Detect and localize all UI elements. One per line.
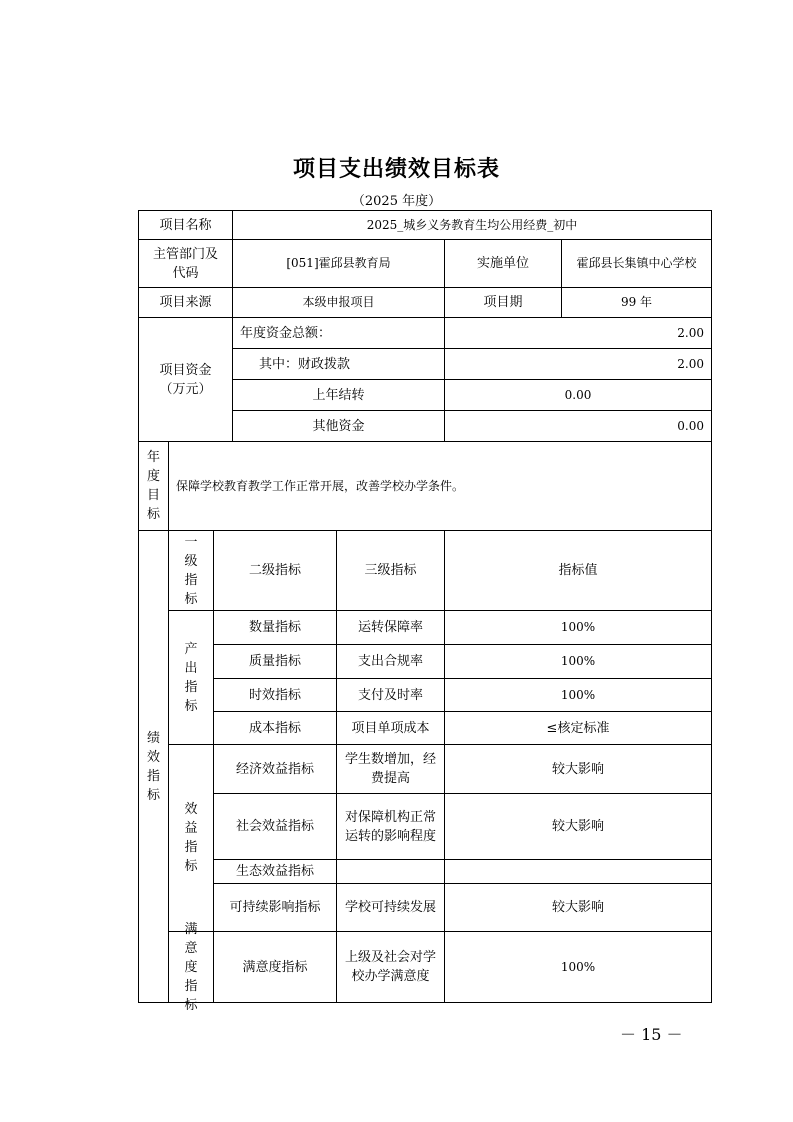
indicator-level2: 时效指标 bbox=[213, 678, 337, 712]
col-level2-header: 二级指标 bbox=[213, 530, 337, 611]
other-funds-label: 其他资金 bbox=[232, 410, 445, 442]
project-name-label: 项目名称 bbox=[138, 210, 233, 240]
page-subtitle: （2025 年度） bbox=[351, 194, 442, 209]
indicator-level2: 满意度指标 bbox=[213, 931, 337, 1003]
indicators-label: 绩效指标 bbox=[138, 530, 169, 1003]
indicator-level3: 支出合规率 bbox=[336, 644, 445, 679]
indicator-level3: 对保障机构正常运转的影响程度 bbox=[336, 793, 445, 860]
other-funds-value: 0.00 bbox=[444, 410, 712, 442]
indicator-value: 较大影响 bbox=[444, 883, 712, 932]
period-value: 99 年 bbox=[561, 287, 712, 318]
impl-unit-value: 霍邱县长集镇中心学校 bbox=[561, 239, 712, 288]
funds-label: 项目资金（万元） bbox=[138, 317, 233, 442]
source-value: 本级申报项目 bbox=[232, 287, 445, 318]
indicator-value: 100% bbox=[444, 610, 712, 645]
indicator-value: 100% bbox=[444, 931, 712, 1003]
indicator-value: 100% bbox=[444, 678, 712, 712]
total-funds-value: 2.00 bbox=[444, 317, 712, 349]
annual-goal-text: 保障学校教育教学工作正常开展，改善学校办学条件。 bbox=[168, 441, 712, 531]
fiscal-funds-label: 其中：财政拨款 bbox=[232, 348, 445, 380]
indicator-level3: 项目单项成本 bbox=[336, 711, 445, 745]
indicator-level2: 经济效益指标 bbox=[213, 744, 337, 794]
project-name-value: 2025_城乡义务教育生均公用经费_初中 bbox=[232, 210, 712, 240]
indicator-level3 bbox=[336, 859, 445, 884]
indicator-level2: 质量指标 bbox=[213, 644, 337, 679]
indicator-level2: 成本指标 bbox=[213, 711, 337, 745]
col-level3-header: 三级指标 bbox=[336, 530, 445, 611]
indicator-value: 较大影响 bbox=[444, 744, 712, 794]
indicator-value: 100% bbox=[444, 644, 712, 679]
indicator-level3: 支付及时率 bbox=[336, 678, 445, 712]
indicator-level2: 社会效益指标 bbox=[213, 793, 337, 860]
carryover-value: 0.00 bbox=[444, 379, 712, 411]
indicator-level3: 学校可持续发展 bbox=[336, 883, 445, 932]
indicator-value: 较大影响 bbox=[444, 793, 712, 860]
group-satisfaction-label: 满意度指标 bbox=[168, 931, 214, 1003]
period-label: 项目期 bbox=[444, 287, 562, 318]
indicator-level2: 可持续影响指标 bbox=[213, 883, 337, 932]
indicator-value bbox=[444, 859, 712, 884]
impl-unit-label: 实施单位 bbox=[444, 239, 562, 288]
carryover-label: 上年结转 bbox=[232, 379, 445, 411]
fiscal-funds-value: 2.00 bbox=[444, 348, 712, 380]
indicator-level3: 上级及社会对学校办学满意度 bbox=[336, 931, 445, 1003]
indicator-value: ≤核定标准 bbox=[444, 711, 712, 745]
indicator-level3: 学生数增加，经费提高 bbox=[336, 744, 445, 794]
annual-goal-label: 年度目标 bbox=[138, 441, 169, 531]
indicator-level2: 生态效益指标 bbox=[213, 859, 337, 884]
total-funds-label: 年度资金总额： bbox=[232, 317, 445, 349]
col-value-header: 指标值 bbox=[444, 530, 712, 611]
page-title: 项目支出绩效目标表 bbox=[292, 156, 500, 182]
indicator-level3: 运转保障率 bbox=[336, 610, 445, 645]
col-level1-header: 一级指标 bbox=[168, 530, 214, 611]
source-label: 项目来源 bbox=[138, 287, 233, 318]
dept-value: [051]霍邱县教育局 bbox=[232, 239, 445, 288]
indicator-level2: 数量指标 bbox=[213, 610, 337, 645]
page-number: － 15 － bbox=[620, 1025, 683, 1044]
dept-label: 主管部门及代码 bbox=[138, 239, 233, 288]
group-output-label: 产出指标 bbox=[168, 610, 214, 745]
group-benefit-label: 效益指标 bbox=[168, 744, 214, 932]
